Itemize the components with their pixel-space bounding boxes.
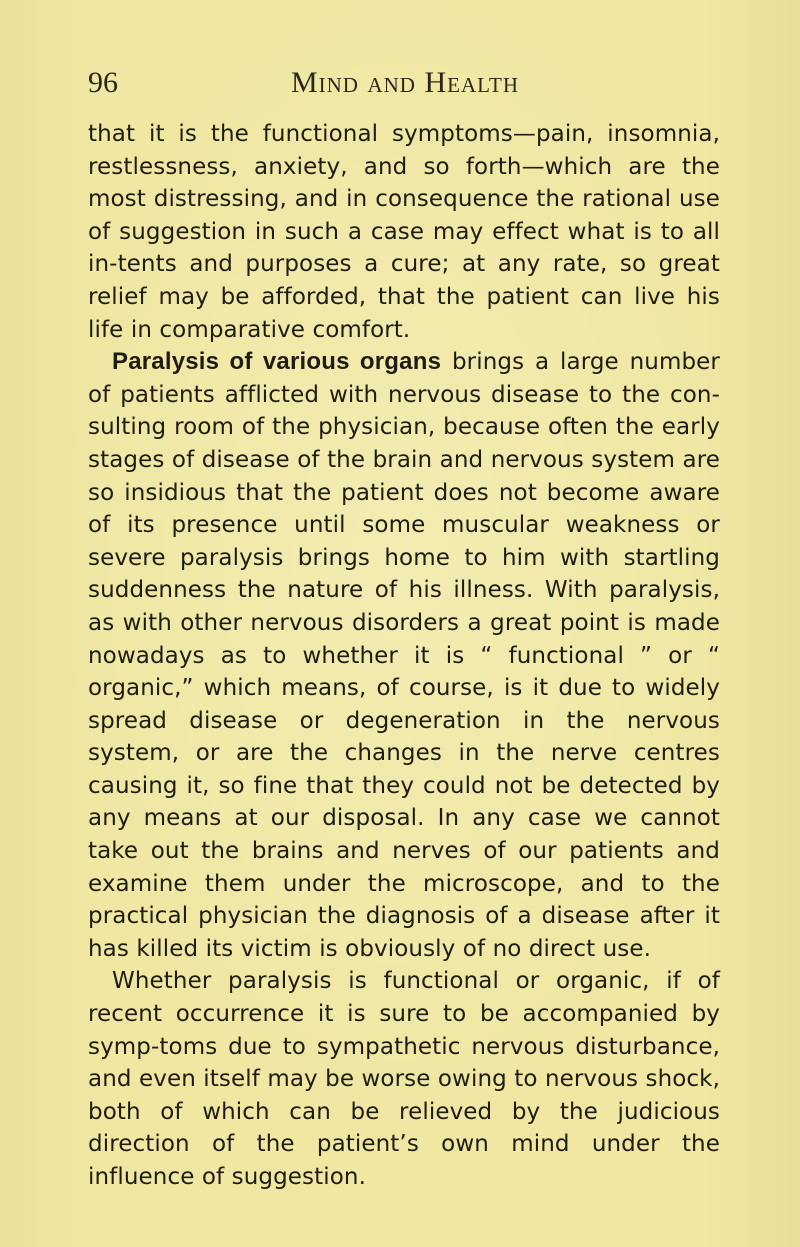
paragraph-2-lead: Paralysis of various organs bbox=[112, 348, 442, 376]
running-title: Mind and Health bbox=[290, 66, 520, 99]
body-text bbox=[88, 118, 720, 1194]
paragraph-3 bbox=[88, 965, 720, 1193]
page-number: 96 bbox=[88, 66, 118, 99]
running-head bbox=[88, 68, 722, 108]
paragraph-2-text: brings a large number of patients afflicted with nervous disease to the con-sulting room of the physician, because often the early stages of disease of the brain and nervous system are so insidious that the patient does not become aware of its presence until some muscular weakness or severe paralysis brings home to him with startling suddenness the nature of his illness. With paralysis, as with other nervous disorders a great point is made nowadays as to whether it is “ functional ” or “ organic,” which means, of course, is it due to widely spread disease or degeneration in the nervous system, or are the changes in the nerve centres causing it, so fine that they could not be detected by any means at our disposal. In any case we cannot take out the brains and nerves of our patients and examine them under the microscope, and to the practical physician the diagnosis of a disease after it has killed its victim is obviously of no direct use. bbox=[88, 349, 720, 962]
paragraph-3-text: Whether paralysis is functional or organic, if of recent occurrence it is sure to be accompanied by symp-toms due to sympathetic nervous disturbance, and even itself may be worse owing to nervous shock, both of which can be relieved by the judicious direction of the patient’s own mind under the influence of suggestion. bbox=[88, 968, 720, 1190]
paragraph-1-text: that it is the functional symptoms—pain, insomnia, restlessness, anxiety, and so forth—which are the most distressing, and in consequence the rational use of suggestion in such a case may effect what is to all in-tents and purposes a cure; at any rate, so great relief may be afforded, that the patient can live his life in comparative comfort. bbox=[88, 121, 720, 343]
paragraph-1 bbox=[88, 118, 720, 346]
paragraph-2 bbox=[88, 346, 720, 965]
